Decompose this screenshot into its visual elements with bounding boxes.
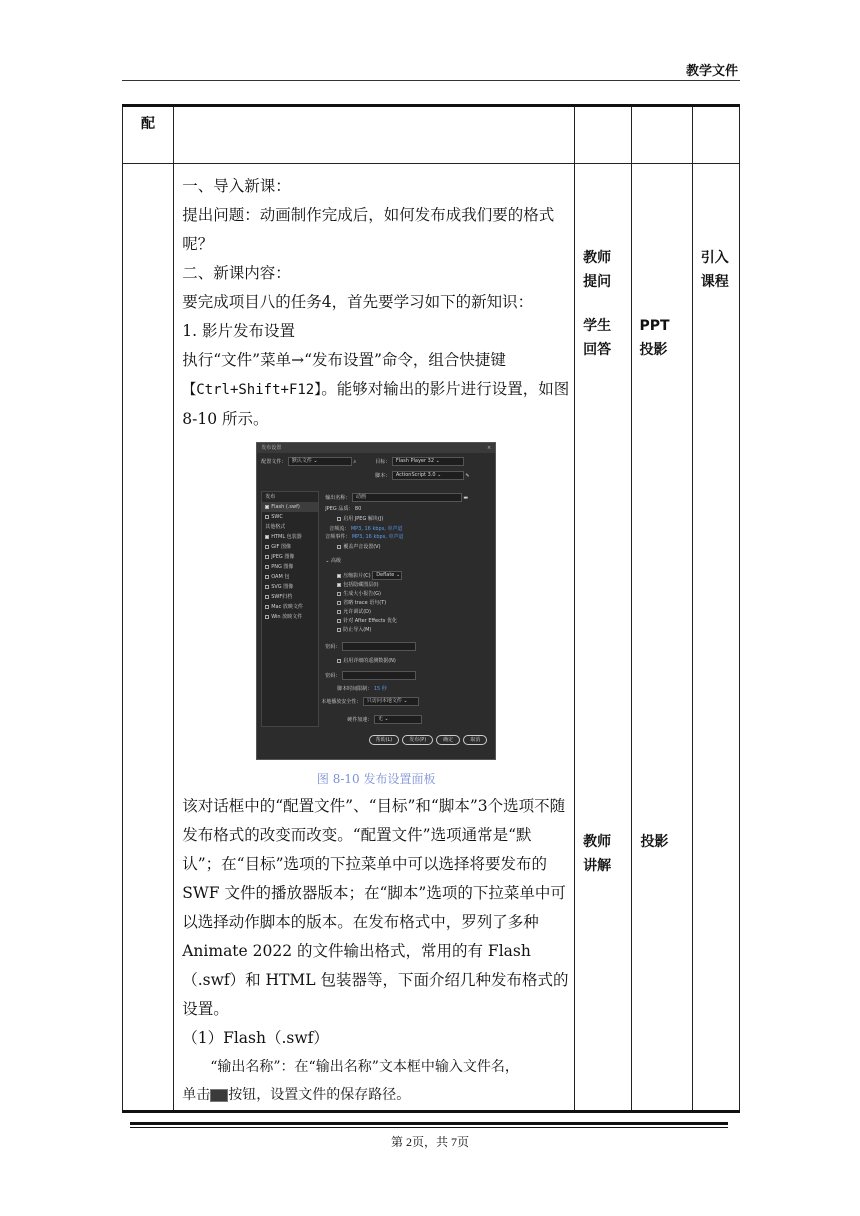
format-list-item: 其他格式 (265, 524, 286, 530)
advanced-option: 省略 trace 语句(T) (337, 599, 386, 607)
password2-field (342, 671, 416, 680)
password2-label: 密码： (325, 673, 341, 679)
ok-button: 确定 (436, 735, 460, 745)
advanced-option: 生成大小报告(G) (337, 590, 381, 598)
teacher-ask: 教师 提问 (583, 250, 612, 290)
text-span: 按钮，设置文件的保存路径。 (228, 1087, 411, 1103)
hw-accel-label: 硬件加速： (347, 717, 373, 723)
script-label: 脚本： (375, 473, 391, 479)
method-cell (575, 164, 632, 1112)
profile-select: 默认文件 ⌄ (288, 457, 352, 466)
compress-select: Deflate ⌄ (372, 571, 402, 580)
target-select: Flash Player 32 ⌄ (392, 457, 464, 466)
format-list-item: 发布 (265, 494, 276, 500)
footer-rule (130, 1122, 728, 1125)
audio-event-label: 音频事件： (325, 534, 351, 540)
media-cell (632, 164, 692, 1112)
search-icon: ⌕ (353, 459, 357, 465)
folder-icon (210, 1089, 228, 1102)
cancel-button: 取消 (463, 735, 487, 745)
telemetry-label: 启用详细的遥测数据(N) (343, 658, 396, 664)
deblock-row (337, 515, 383, 523)
text-span: 。能够对输出的影片进行设置，如图 8-10 所示。 (182, 380, 570, 428)
script-time-label: 脚本时间限制： (337, 686, 373, 692)
publish-button: 发布(P) (402, 735, 433, 745)
compress-row (337, 571, 402, 580)
password-row (325, 642, 416, 651)
dialog-title: 发布设置 (261, 445, 282, 451)
lesson-table (122, 104, 740, 1113)
profile-row (261, 457, 356, 466)
dialog-buttons (366, 735, 488, 745)
script-time-value: 15 秒 (373, 686, 387, 692)
script-select: ActionScript 3.0 ⌄ (392, 471, 464, 480)
jpeg-value: 80 (354, 506, 362, 512)
audio-stream-row (329, 525, 402, 533)
advanced-option: 包括隐藏图层(I) (337, 581, 378, 589)
intro-course: 引入 课程 (700, 250, 729, 290)
student-answer: 学生 回答 (583, 318, 612, 358)
projection: 投影 (640, 834, 669, 850)
audio-event-value: MP3, 16 kbps, 单声道 (351, 534, 404, 540)
jpeg-label: JPEG 品质： (325, 506, 354, 512)
page-number: 第 2页，共 7页 (390, 1135, 469, 1149)
subheading: 1. 影片发布设置 (182, 322, 295, 340)
table-cell (692, 106, 739, 164)
paragraph: 该对话框中的“配置文件”、“目标”和“脚本”3个选项不随发布格式的改变而改变。“配置文件”选项通常是“默认”；在“目标”选项的下拉菜单中可以选择将要发布的 SWF 文件的播放器版本；在“脚本”选项的下拉菜单中可以选择动作脚本的版本。在发布格式中，罗列了多种 Animate 2022 的文件输出格式，常用的有 Flash（.swf）和 HTML 包装器等，下面介绍几种发布格式的设置。 (182, 797, 569, 1018)
format-list-item: Win 放映文件 (262, 612, 318, 622)
section-heading: 二、新课内容： (182, 264, 291, 282)
advanced-option: 针对 After Effects 优化 (337, 617, 397, 625)
password-field (342, 642, 416, 651)
format-list-item: OAM 包 (262, 572, 318, 582)
override-row (337, 543, 380, 551)
paragraph: 提出问题：动画制作完成后，如何发布成我们要的格式呢？ (182, 206, 555, 253)
compress-label: 压缩影片(C) (343, 573, 371, 579)
output-row (325, 493, 468, 502)
script-row (375, 471, 469, 480)
table-row (123, 164, 740, 1112)
close-icon: × (487, 445, 492, 451)
section-heading: 一、导入新课： (182, 177, 291, 195)
format-list-item: JPEG 图像 (262, 552, 318, 562)
override-label: 覆盖声音设置(V) (343, 544, 381, 550)
local-playback-select: 只访问本地文件 ⌄ (363, 697, 419, 706)
table-cell (575, 106, 632, 164)
dialog-titlebar (257, 443, 495, 453)
figure-caption: 图 8-10 发布设置面板 (316, 772, 436, 786)
shortcut-text: 【Ctrl+Shift+F12】 (182, 382, 322, 398)
publish-settings-screenshot (256, 442, 496, 760)
advanced-heading: ⌄ 高级 (325, 558, 341, 564)
target-row (375, 457, 464, 466)
table-cell (123, 106, 174, 164)
paragraph: 要完成项目八的任务4，首先要学习如下的新知识： (182, 293, 534, 311)
password-label: 密码： (325, 644, 341, 650)
folder-icon: ▬ (463, 495, 469, 501)
table-cell (123, 164, 174, 1112)
local-playback-row (321, 697, 419, 706)
format-list (261, 491, 319, 727)
format-list-item: SVG 图像 (262, 582, 318, 592)
profile-label: 配置文件： (261, 459, 287, 465)
help-button: 帮助(L) (369, 735, 400, 745)
audio-event-row (325, 533, 403, 541)
teacher-explain: 教师 讲解 (583, 834, 612, 874)
audio-stream-label: 音频流： (329, 526, 350, 532)
target-label: 目标： (375, 459, 391, 465)
paragraph (182, 346, 570, 434)
format-list-item: Flash (.swf) (262, 502, 318, 512)
password2-row (325, 671, 416, 680)
table-cell (632, 106, 692, 164)
subheading: （1）Flash（.swf） (182, 1029, 329, 1047)
format-list-item: Mac 放映文件 (262, 602, 318, 612)
row-label: 配 (141, 116, 155, 132)
footer-rule-thin (130, 1127, 728, 1128)
paragraph: “输出名称”：在“输出名称”文本框中输入文件名， (210, 1059, 519, 1075)
format-list-item: SWF归档 (262, 592, 318, 602)
audio-stream-value: MP3, 16 kbps, 单声道 (350, 526, 403, 532)
local-playback-label: 本地播放安全性： (321, 699, 362, 705)
script-time-row (337, 685, 387, 693)
table-cell (174, 106, 575, 164)
paragraph (182, 1081, 570, 1109)
header-rule (122, 80, 740, 81)
purpose-cell (692, 164, 739, 1112)
advanced-option: 允许调试(D) (337, 608, 371, 616)
text-span: 单击 (182, 1087, 211, 1103)
header-doc-type: 教学文件 (685, 64, 738, 79)
format-list-item: PNG 图像 (262, 562, 318, 572)
ppt-projection: PPT 投影 (639, 318, 670, 358)
format-list-item: HTML 包装器 (262, 532, 318, 542)
output-field: 动画 (352, 493, 462, 502)
content-cell (174, 164, 575, 1112)
deblock-label: 启用 JPEG 解块(J) (343, 516, 384, 522)
hw-accel-row (347, 715, 422, 724)
table-row (123, 106, 740, 164)
jpeg-row (325, 505, 361, 513)
text-span: 执行“文件”菜单→“发布设置”命令，组合快捷键 (182, 351, 506, 369)
format-list-item: GIF 图像 (262, 542, 318, 552)
telemetry-row (337, 657, 396, 665)
advanced-option: 防止导入(M) (337, 626, 371, 634)
output-label: 输出名称： (325, 495, 351, 501)
wrench-icon: ✎ (465, 473, 470, 479)
hw-accel-select: 无 ⌄ (374, 715, 422, 724)
format-list-item: SWC (262, 512, 318, 522)
